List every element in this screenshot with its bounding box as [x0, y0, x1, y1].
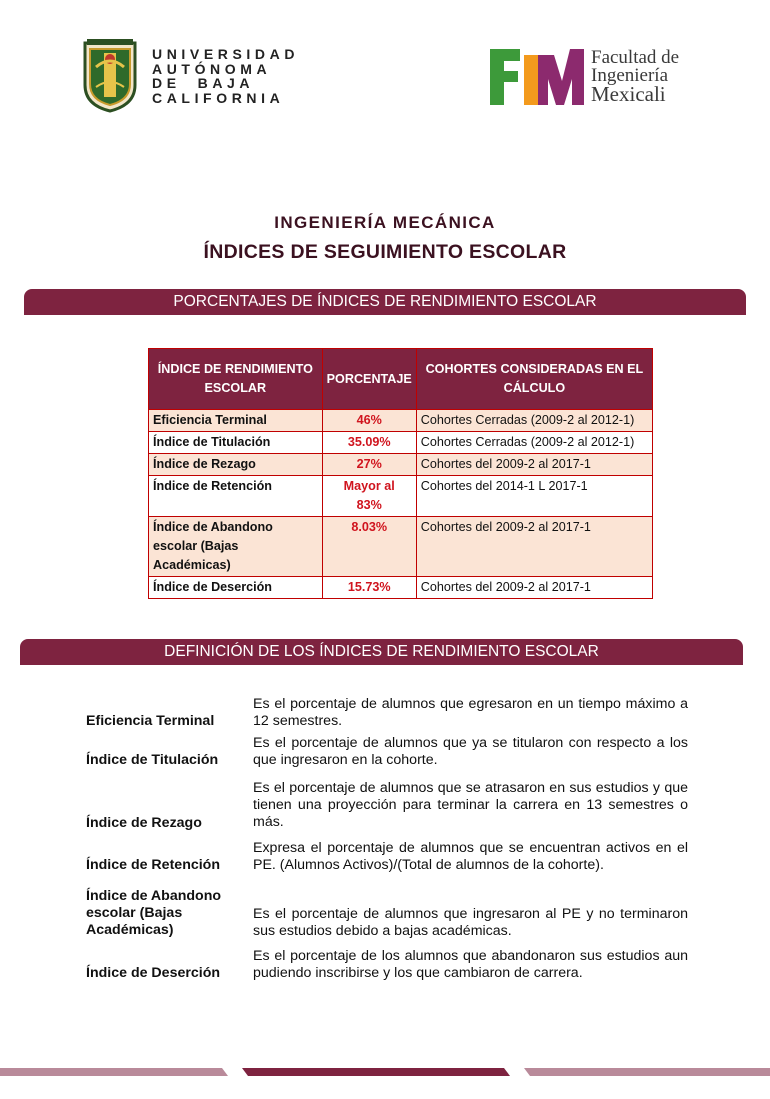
column-header-cohorts: COHORTES CONSIDERADAS EN EL CÁLCULO	[416, 349, 652, 410]
percent-cell: 15.73%	[322, 577, 416, 599]
definition-text: Expresa el porcentaje de alumnos que se encuentran activos en el PE. (Alumnos Activos)/(Total de alumnos de la cohorte).	[253, 840, 688, 873]
definition-text: Es el porcentaje de alumnos que ingresaron al PE y no terminaron sus estudios debido a bajas académicas.	[253, 906, 688, 939]
cohorts-cell: Cohortes del 2009-2 al 2017-1	[416, 454, 652, 476]
definition-text: Es el porcentaje de alumnos que se atrasaron en sus estudios y que tienen una proyección para terminar la carrera en 13 semestres o más.	[253, 780, 688, 830]
table-row	[149, 432, 653, 454]
footer-decoration	[0, 1066, 770, 1078]
program-title: INGENIERÍA MECÁNICA	[274, 213, 496, 232]
percent-cell: 8.03%	[322, 517, 416, 577]
university-line: DE BAJA	[152, 75, 255, 91]
table-row	[149, 410, 653, 432]
cohorts-cell: Cohortes Cerradas (2009-2 al 2012-1)	[416, 410, 652, 432]
definition-term: Índice de Retención	[86, 857, 221, 873]
university-line: UNIVERSIDAD	[152, 46, 300, 62]
index-cell: Índice de Abandono escolar (Bajas Académicas)	[149, 517, 323, 577]
cohorts-cell: Cohortes del 2009-2 al 2017-1	[416, 517, 652, 577]
index-cell: Índice de Rezago	[149, 454, 323, 476]
footer-bar-right	[524, 1068, 770, 1076]
table-row	[149, 577, 653, 599]
section-header-percentages: PORCENTAJES DE ÍNDICES DE RENDIMIENTO ESCOLAR	[24, 289, 746, 315]
university-name	[152, 47, 299, 105]
uabc-seal-icon	[82, 37, 138, 113]
university-line: AUTÓNOMA	[152, 60, 272, 77]
table-row	[149, 517, 653, 577]
index-cell: Índice de Retención	[149, 476, 323, 517]
footer-bar-left	[0, 1068, 228, 1076]
definition-text: Es el porcentaje de alumnos que ya se titularon con respecto a los que ingresaron en la cohorte.	[253, 735, 688, 768]
definition-term: Índice de Titulación	[86, 752, 219, 768]
faculty-name	[591, 49, 679, 105]
index-cell: Eficiencia Terminal	[149, 410, 323, 432]
cohorts-cell: Cohortes Cerradas (2009-2 al 2012-1)	[416, 432, 652, 454]
column-header-index: ÍNDICE DE RENDIMIENTO ESCOLAR	[149, 349, 323, 410]
percent-cell: 27%	[322, 454, 416, 476]
definition-text: Es el porcentaje de los alumnos que abandonaron sus estudios aun pudiendo inscribirse y los que cambiaron de carrera.	[253, 948, 688, 981]
indices-table	[148, 348, 653, 599]
faculty-line: Ingeniería	[591, 64, 669, 86]
footer-bar-center	[242, 1068, 510, 1076]
section-header-definitions: DEFINICIÓN DE LOS ÍNDICES DE RENDIMIENTO ESCOLAR	[20, 639, 743, 665]
table-row	[149, 476, 653, 517]
column-header-percent: PORCENTAJE	[322, 349, 416, 410]
faculty-line: Mexicali	[591, 82, 666, 106]
university-line: CALIFORNIA	[152, 89, 285, 106]
page-subtitle: ÍNDICES DE SEGUIMIENTO ESCOLAR	[203, 241, 567, 263]
definition-term: Índice de Deserción	[86, 965, 221, 981]
faculty-line: Facultad de	[591, 47, 680, 68]
percent-cell: 35.09%	[322, 432, 416, 454]
definition-text: Es el porcentaje de alumnos que egresaron en un tiempo máximo a 12 semestres.	[253, 696, 688, 729]
fim-logo-icon	[490, 47, 586, 107]
definition-term: Índice de Rezago	[86, 815, 202, 831]
cohorts-cell: Cohortes del 2014-1 L 2017-1	[416, 476, 652, 517]
definition-term: Eficiencia Terminal	[86, 713, 215, 729]
index-cell: Índice de Deserción	[149, 577, 323, 599]
cohorts-cell: Cohortes del 2009-2 al 2017-1	[416, 577, 652, 599]
percent-cell: 46%	[322, 410, 416, 432]
table-row	[149, 454, 653, 476]
percent-cell: Mayor al 83%	[322, 476, 416, 517]
table-header-row	[149, 349, 653, 410]
definition-term: Índice de Abandono escolar (Bajas Académicas)	[86, 888, 222, 938]
index-cell: Índice de Titulación	[149, 432, 323, 454]
